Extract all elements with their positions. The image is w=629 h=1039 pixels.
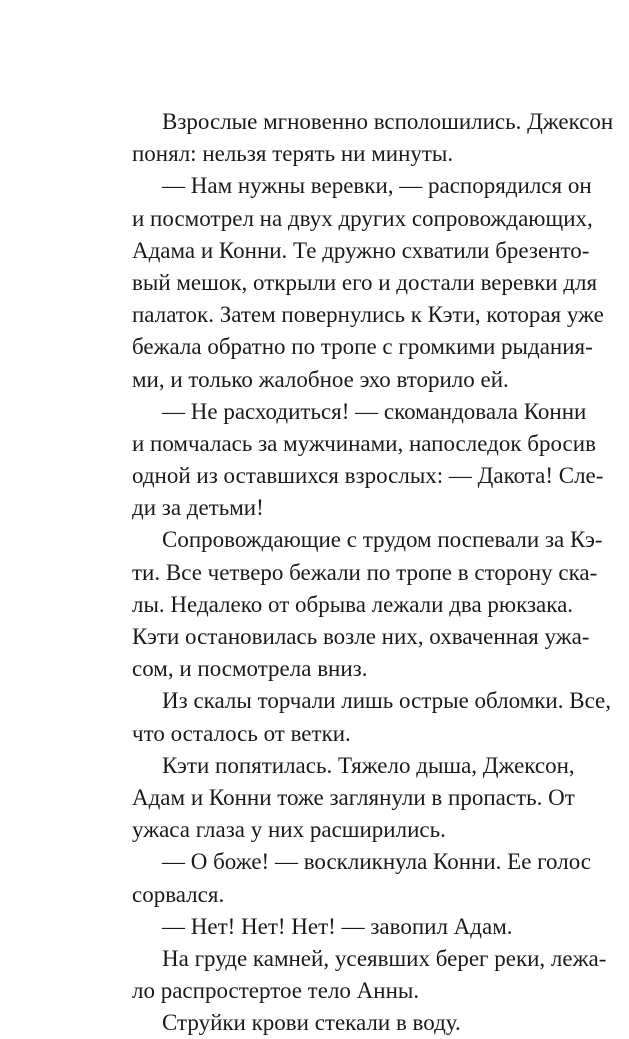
text-line: — О боже! — воскликнула Конни. Ее голос: [162, 849, 591, 875]
text-line: — Нет! Нет! Нет! — завопил Адам.: [162, 913, 513, 939]
text-line: ло распростертое тело Анны.: [132, 978, 420, 1004]
text-line: Взрослые мгновенно всполошились. Джексон: [162, 109, 614, 134]
text-line: ужаса глаза у них расширились.: [132, 817, 446, 843]
text-line: Адама и Конни. Те дружно схватили брезенто-: [132, 237, 590, 263]
text-line: ди за детьми!: [132, 495, 264, 521]
text-line: — Не расходиться! — скомандовала Конни: [162, 398, 587, 424]
text-line: ми, и только жалобное эхо вторило ей.: [132, 366, 509, 392]
text-line: одной из оставшихся взрослых: — Дакота! Сле-: [132, 463, 604, 489]
text-line: — Нам нужны веревки, — распорядился он: [162, 173, 592, 199]
text-line: что осталось от ветки.: [132, 720, 351, 746]
text-line: На груде камней, усеявших берег реки, лежа-: [162, 945, 607, 971]
text-line: Из скалы торчали лишь острые обломки. Все,: [162, 688, 612, 714]
text-line: лы. Недалеко от обрыва лежали два рюкзака.: [132, 591, 574, 617]
text-line: ти. Все четверо бежали по тропе в сторону ска-: [132, 559, 598, 585]
text-line: сом, и посмотрела вниз.: [132, 656, 368, 682]
text-line: вый мешок, открыли его и достали веревки для: [132, 269, 598, 295]
text-line: сорвался.: [132, 881, 225, 907]
text-line: Струйки крови стекали в воду.: [162, 1010, 461, 1036]
text-line: Кэти попятилась. Тяжело дыша, Джексон,: [162, 752, 575, 778]
page-body-text: [132, 106, 614, 1039]
text-line: Адам и Конни тоже заглянули в пропасть. От: [132, 784, 575, 810]
text-line: палаток. Затем повернулись к Кэти, которая уже: [132, 302, 604, 328]
text-line: и посмотрел на двух других сопровождающих,: [132, 205, 593, 231]
text-line: бежала обратно по тропе с громкими рыдания-: [132, 334, 593, 360]
text-line: и помчалась за мужчинами, напоследок бросив: [132, 430, 596, 456]
text-line: Кэти остановилась возле них, охваченная ужа-: [132, 624, 590, 649]
text-line: понял: нельзя терять ни минуты.: [132, 141, 454, 167]
text-line: Сопровождающие с трудом поспевали за Кэ-: [162, 527, 603, 553]
